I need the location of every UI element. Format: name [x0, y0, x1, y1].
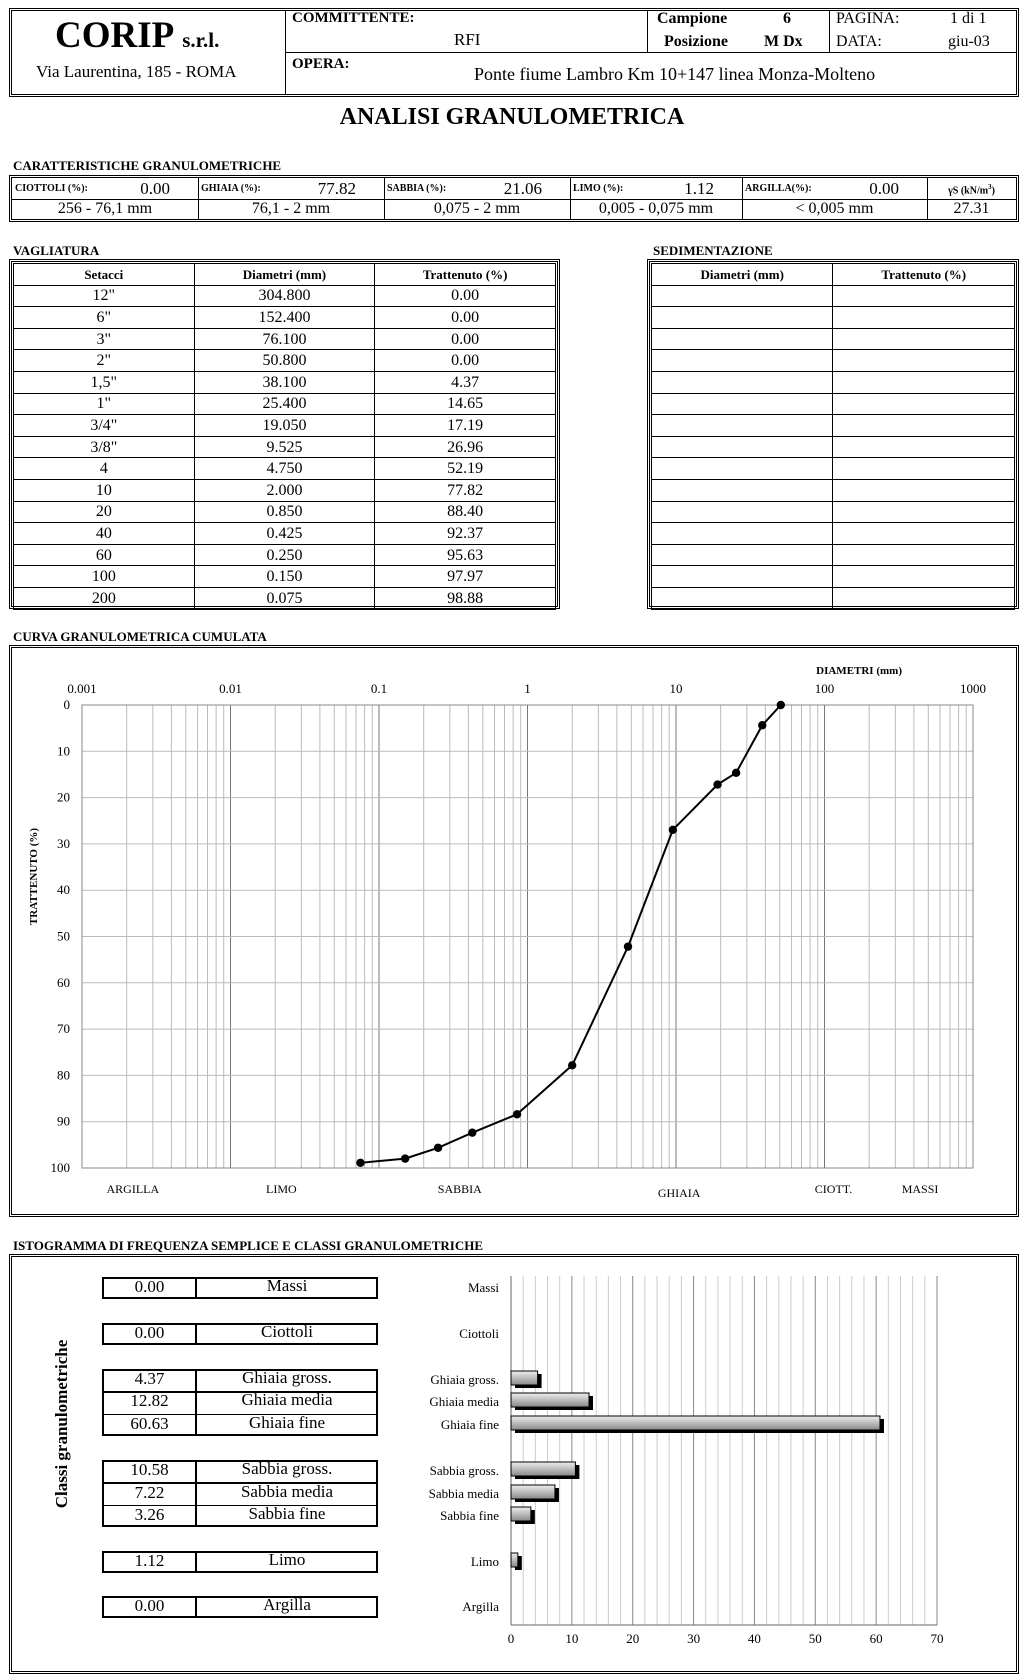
company-address: Via Laurentina, 185 - ROMA — [36, 62, 237, 81]
table-cell-empty — [652, 350, 833, 372]
table-cell: 40 — [14, 523, 195, 545]
table-cell-empty — [833, 307, 1015, 329]
table-cell: 76.100 — [194, 328, 375, 350]
vagliatura-table — [13, 263, 556, 610]
category-label: Ghiaia fine — [440, 1417, 499, 1432]
curva-title: CURVA GRANULOMETRICA CUMULATA — [13, 629, 267, 644]
class-name: Sabbia media — [240, 1482, 334, 1501]
grid — [82, 705, 973, 1168]
class-name: Sabbia fine — [248, 1504, 326, 1523]
table-cell-empty — [833, 350, 1015, 372]
class-name: Ghiaia fine — [249, 1413, 325, 1432]
table-cell-empty — [652, 415, 833, 437]
x-tick-label: 20 — [626, 1631, 640, 1646]
table-row — [652, 566, 1015, 588]
table-cell-empty — [833, 328, 1015, 350]
class-value: 0.00 — [134, 1277, 165, 1296]
table-cell: 97.97 — [375, 566, 556, 588]
y-tick-label: 0 — [63, 697, 70, 712]
category-label: Ciottoli — [459, 1326, 499, 1341]
table-cell: 4.750 — [194, 458, 375, 480]
x-tick-label: 10 — [565, 1631, 579, 1646]
sedimentazione-table — [651, 263, 1015, 610]
class-value: 7.22 — [134, 1483, 165, 1502]
zone-label: LIMO — [266, 1182, 297, 1196]
table-cell: 0.850 — [194, 501, 375, 523]
table-cell-empty — [833, 458, 1015, 480]
data-point — [468, 1128, 476, 1136]
x-tick-label: 0.1 — [370, 681, 388, 696]
zone-label: GHIAIA — [657, 1186, 701, 1200]
table-cell: 6" — [14, 307, 195, 329]
table-cell: 0.250 — [194, 544, 375, 566]
table-row — [14, 415, 556, 437]
table-cell-empty — [652, 523, 833, 545]
table-cell: 3/8" — [14, 436, 195, 458]
data-point — [401, 1154, 409, 1162]
col-sed-trattenuto: Trattenuto (%) — [833, 264, 1015, 286]
table-row — [652, 523, 1015, 545]
col-diametri: Diametri (mm) — [194, 264, 375, 286]
x-tick-label: 50 — [808, 1631, 822, 1646]
table-cell: 9.525 — [194, 436, 375, 458]
gamma-value: 27.31 — [953, 200, 990, 217]
table-cell: 4 — [14, 458, 195, 480]
bar — [511, 1393, 589, 1407]
posizione-value: M Dx — [764, 33, 803, 50]
x-tick-label: 70 — [930, 1631, 944, 1646]
class-value: 10.58 — [130, 1460, 169, 1479]
carat-value: 77.82 — [317, 179, 356, 198]
table-row — [14, 479, 556, 501]
carat-range: 0,075 - 2 mm — [433, 200, 521, 217]
table-cell-empty — [652, 544, 833, 566]
table-row — [14, 393, 556, 415]
y-tick-label: 10 — [57, 743, 70, 759]
category-label: Ghiaia media — [429, 1394, 499, 1409]
class-name: Ghiaia gross. — [242, 1368, 332, 1387]
data-point — [624, 942, 632, 950]
header-divider-3 — [829, 10, 830, 52]
table-row — [652, 587, 1015, 609]
x-axis-label: DIAMETRI (mm) — [816, 665, 902, 677]
x-tick-label: 0.001 — [67, 681, 97, 696]
y-tick-label: 70 — [57, 1021, 70, 1037]
class-name: Limo — [268, 1550, 306, 1569]
table-cell: 10 — [14, 479, 195, 501]
table-cell: 14.65 — [375, 393, 556, 415]
bar — [511, 1371, 538, 1385]
header-divider-h — [285, 52, 1017, 53]
istogramma-title: ISTOGRAMMA DI FREQUENZA SEMPLICE E CLASSI GRANULOMETRICHE — [13, 1238, 483, 1253]
zone-label: MASSI — [901, 1182, 939, 1196]
table-cell-empty — [652, 501, 833, 523]
table-cell-empty — [652, 393, 833, 415]
table-cell-empty — [652, 479, 833, 501]
table-cell: 0.00 — [375, 285, 556, 307]
carat-label: LIMO (%): — [573, 183, 624, 194]
data-point — [758, 721, 766, 729]
table-row — [652, 436, 1015, 458]
x-tick-label: 10 — [669, 681, 683, 696]
table-cell-empty — [833, 587, 1015, 609]
table-cell: 50.800 — [194, 350, 375, 372]
class-name: Sabbia gross. — [241, 1459, 333, 1478]
table-cell-empty — [652, 328, 833, 350]
table-row — [652, 328, 1015, 350]
campione-label: Campione — [657, 10, 728, 27]
table-row — [652, 371, 1015, 393]
x-tick-label: 1000 — [960, 681, 986, 696]
table-row — [652, 350, 1015, 372]
gamma-label-part: γS (kN/m — [948, 185, 989, 197]
table-cell-empty — [652, 458, 833, 480]
table-cell: 77.82 — [375, 479, 556, 501]
table-cell: 1" — [14, 393, 195, 415]
table-row — [14, 458, 556, 480]
table-row — [14, 501, 556, 523]
table-cell: 52.19 — [375, 458, 556, 480]
x-tick-label: 40 — [747, 1631, 761, 1646]
carat-value: 0.00 — [140, 179, 170, 198]
carat-range: 76,1 - 2 mm — [251, 200, 331, 217]
table-cell: 0.425 — [194, 523, 375, 545]
carat-label: SABBIA (%): — [387, 183, 447, 194]
table-cell: 88.40 — [375, 501, 556, 523]
table-row — [14, 371, 556, 393]
category-label: Sabbia gross. — [429, 1463, 499, 1478]
x-tick-label: 100 — [814, 681, 835, 696]
table-cell: 152.400 — [194, 307, 375, 329]
table-row — [14, 307, 556, 329]
carat-value: 21.06 — [503, 179, 542, 198]
data-label: DATA: — [836, 33, 882, 50]
y-axis-label: TRATTENUTO (%) — [28, 827, 40, 926]
category-label: Limo — [470, 1554, 499, 1569]
x-tick-label: 0.01 — [219, 681, 242, 696]
table-cell-empty — [833, 544, 1015, 566]
y-tick-label: 60 — [57, 974, 70, 990]
carat-value: 0.00 — [869, 179, 899, 198]
table-cell: 95.63 — [375, 544, 556, 566]
table-cell: 304.800 — [194, 285, 375, 307]
table-cell: 19.050 — [194, 415, 375, 437]
data-point — [356, 1159, 364, 1167]
bar — [511, 1485, 555, 1499]
data-point — [713, 780, 721, 788]
class-value: 0.00 — [134, 1323, 165, 1342]
caratteristiche-title: CARATTERISTICHE GRANULOMETRICHE — [13, 158, 282, 173]
data-point — [669, 826, 677, 834]
table-cell: 0.00 — [375, 350, 556, 372]
zone-label: ARGILLA — [106, 1182, 160, 1196]
data-point — [568, 1061, 576, 1069]
table-cell-empty — [833, 436, 1015, 458]
table-row — [14, 544, 556, 566]
table-cell: 2" — [14, 350, 195, 372]
data-value: giu-03 — [948, 33, 990, 50]
x-tick-label: 60 — [869, 1631, 883, 1646]
y-tick-label: 40 — [57, 882, 70, 898]
category-label: Argilla — [462, 1599, 499, 1614]
pagina-label: PAGINA: — [836, 10, 900, 27]
table-cell: 0.00 — [375, 328, 556, 350]
y-tick-label: 80 — [57, 1067, 70, 1083]
category-label: Massi — [467, 1280, 499, 1295]
gamma-label-part: 3 — [988, 183, 992, 191]
table-row — [14, 523, 556, 545]
carat-range: 256 - 76,1 mm — [57, 200, 153, 217]
table-row — [14, 566, 556, 588]
table-row — [652, 501, 1015, 523]
carat-label: GHIAIA (%): — [201, 183, 261, 194]
class-name: Argilla — [263, 1595, 311, 1614]
curva-chart — [12, 648, 1016, 1214]
class-value: 4.37 — [134, 1369, 165, 1388]
class-value: 3.26 — [134, 1505, 165, 1524]
y-tick-label: 90 — [57, 1113, 70, 1129]
table-row — [652, 285, 1015, 307]
table-cell-empty — [833, 501, 1015, 523]
class-name: Ciottoli — [261, 1322, 313, 1341]
col-trattenuto: Trattenuto (%) — [375, 264, 556, 286]
table-cell-empty — [833, 523, 1015, 545]
table-row — [652, 458, 1015, 480]
committente-label: COMMITTENTE: — [292, 10, 415, 26]
istogramma-chart — [12, 1257, 1016, 1671]
data-point — [777, 701, 785, 709]
category-label: Sabbia fine — [440, 1508, 499, 1523]
table-cell-empty — [652, 307, 833, 329]
table-row — [652, 415, 1015, 437]
gamma-label-part: ) — [991, 185, 995, 197]
zone-label: CIOTT. — [814, 1182, 853, 1196]
table-cell: 0.075 — [194, 587, 375, 609]
classi-label: Classi granulometriche — [52, 1339, 71, 1509]
table-cell: 20 — [14, 501, 195, 523]
carat-range: < 0,005 mm — [795, 200, 874, 217]
col-sed-diametri: Diametri (mm) — [652, 264, 833, 286]
header-divider-2 — [647, 10, 648, 52]
table-cell: 60 — [14, 544, 195, 566]
sedimentazione-title: SEDIMENTAZIONE — [653, 243, 773, 258]
table-cell: 12" — [14, 285, 195, 307]
table-row — [14, 328, 556, 350]
y-tick-label: 100 — [50, 1160, 70, 1175]
y-tick-label: 50 — [57, 928, 70, 944]
table-cell: 38.100 — [194, 371, 375, 393]
table-cell: 1,5" — [14, 371, 195, 393]
bar — [511, 1553, 518, 1567]
class-value: 12.82 — [130, 1391, 169, 1410]
table-cell-empty — [652, 371, 833, 393]
table-cell-empty — [652, 436, 833, 458]
table-row — [14, 285, 556, 307]
table-row — [14, 436, 556, 458]
y-tick-label: 20 — [57, 789, 70, 805]
zone-label: SABBIA — [437, 1182, 482, 1196]
opera-value: Ponte fiume Lambro Km 10+147 linea Monza-Molteno — [474, 64, 876, 84]
class-name: Ghiaia media — [241, 1390, 333, 1409]
bar — [511, 1416, 880, 1430]
campione-value: 6 — [783, 10, 791, 27]
vagliatura-title: VAGLIATURA — [13, 243, 100, 258]
table-cell-empty — [833, 415, 1015, 437]
data-point — [513, 1110, 521, 1118]
table-cell: 3" — [14, 328, 195, 350]
table-cell: 200 — [14, 587, 195, 609]
table-cell-empty — [652, 587, 833, 609]
table-cell: 3/4" — [14, 415, 195, 437]
bar — [511, 1462, 575, 1476]
carat-label: ARGILLA(%): — [745, 183, 812, 194]
data-point — [732, 769, 740, 777]
x-tick-label: 0 — [507, 1631, 515, 1646]
table-cell-empty — [833, 393, 1015, 415]
posizione-label: Posizione — [664, 33, 728, 50]
table-row — [652, 307, 1015, 329]
gamma-label — [927, 183, 1016, 196]
table-cell: 92.37 — [375, 523, 556, 545]
committente-value: RFI — [454, 30, 481, 49]
col-setacci: Setacci — [14, 264, 195, 286]
table-row — [652, 479, 1015, 501]
table-cell: 25.400 — [194, 393, 375, 415]
company-name: CORIP s.r.l. — [55, 15, 220, 56]
table-cell-empty — [833, 285, 1015, 307]
class-name: Massi — [266, 1276, 308, 1295]
carat-range: 0,005 - 0,075 mm — [598, 200, 714, 217]
bar — [511, 1507, 531, 1521]
y-tick-label: 30 — [57, 835, 70, 851]
table-cell: 0.150 — [194, 566, 375, 588]
category-label: Ghiaia gross. — [430, 1372, 499, 1387]
class-value: 60.63 — [130, 1414, 169, 1433]
table-cell: 100 — [14, 566, 195, 588]
table-cell-empty — [833, 566, 1015, 588]
class-value: 1.12 — [134, 1551, 165, 1570]
page-title: ANALISI GRANULOMETRICA — [339, 104, 685, 130]
carat-label: CIOTTOLI (%): — [15, 183, 88, 194]
table-cell: 0.00 — [375, 307, 556, 329]
table-cell: 17.19 — [375, 415, 556, 437]
table-cell-empty — [833, 479, 1015, 501]
carat-value: 1.12 — [684, 179, 714, 198]
table-cell-empty — [652, 566, 833, 588]
x-tick-label: 30 — [687, 1631, 701, 1646]
category-label: Sabbia media — [428, 1486, 499, 1501]
table-cell-empty — [652, 285, 833, 307]
table-cell-empty — [833, 371, 1015, 393]
table-cell: 26.96 — [375, 436, 556, 458]
pagina-value: 1 di 1 — [950, 10, 987, 27]
table-row — [652, 544, 1015, 566]
table-row — [14, 350, 556, 372]
table-cell: 2.000 — [194, 479, 375, 501]
table-row — [652, 393, 1015, 415]
data-point — [434, 1144, 442, 1152]
table-row — [14, 587, 556, 609]
table-cell: 98.88 — [375, 587, 556, 609]
table-cell: 4.37 — [375, 371, 556, 393]
opera-label: OPERA: — [292, 56, 350, 72]
x-tick-label: 1 — [524, 681, 531, 696]
class-value: 0.00 — [134, 1596, 165, 1615]
